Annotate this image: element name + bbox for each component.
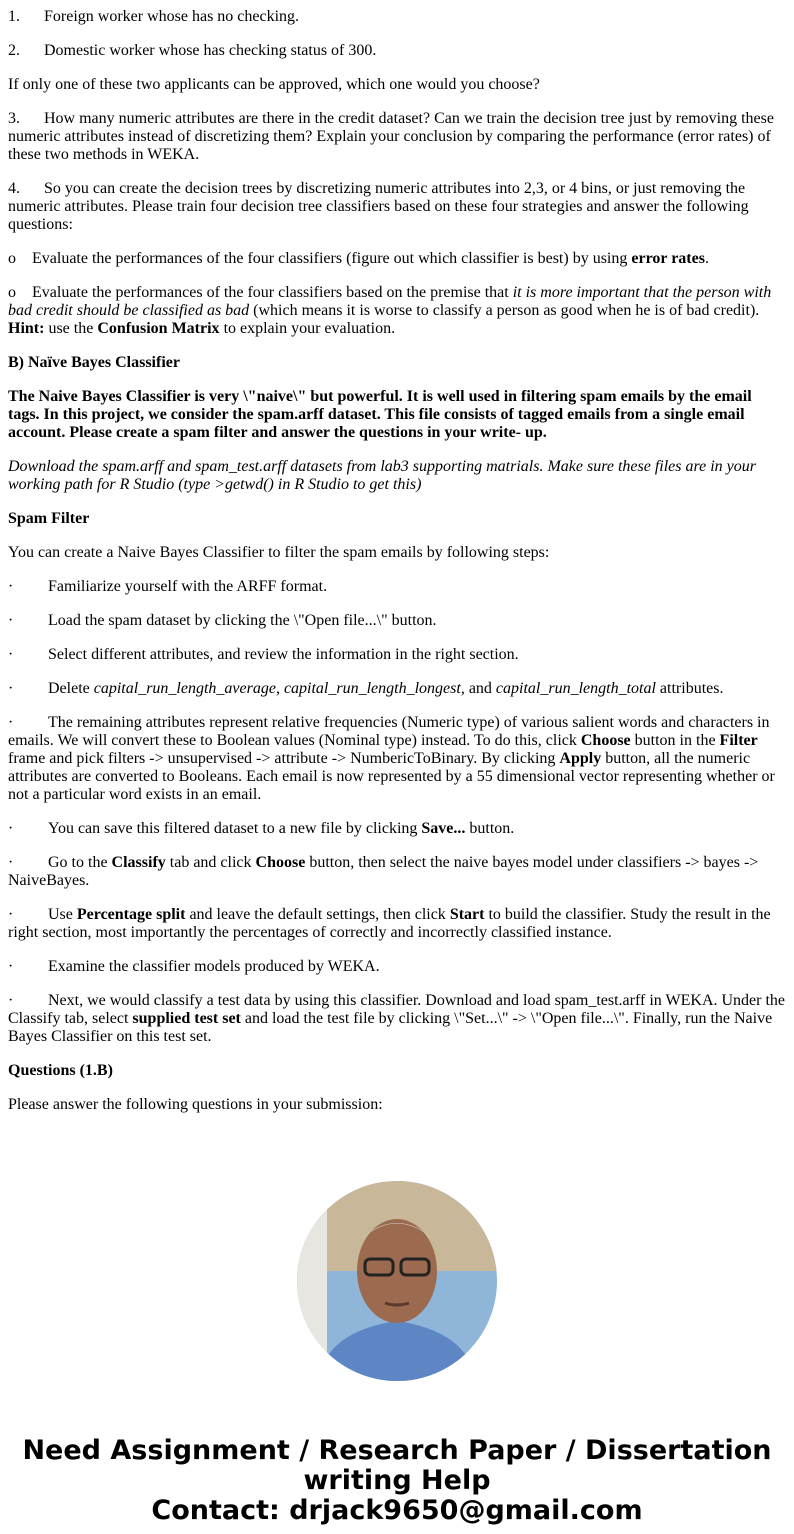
text-segment: Choose [580,732,631,749]
text-segment: capital_run_length_total [495,680,656,697]
paragraph [8,180,786,234]
paragraph [8,1062,786,1080]
text-segment: B) Naïve Bayes Classifier [8,354,180,371]
text-segment: use the [44,320,98,337]
text-segment: Percentage split [76,906,186,923]
text-segment: error rates [631,250,705,267]
text-segment: Go to the [48,854,112,871]
text-segment: So you can create the decision trees by discretizing numeric attributes into 2,3, or 4 bins, or just removing the numeric attributes. Please train four decision tree classifiers based on these four strategies and answer the following questions: [8,180,749,233]
paragraph [8,680,786,698]
list-marker: · [8,646,14,663]
list-marker: · [8,578,14,595]
paragraph [8,8,786,26]
text-segment: Evaluate the performances of the four classifiers (figure out which classifier is best) by using [32,250,632,267]
text-segment: You can save this filtered dataset to a new file by clicking [48,820,422,837]
paragraph [8,612,786,630]
text-segment: Choose [255,854,306,871]
text-segment: Evaluate the performances of the four classifiers based on the premise that [32,284,513,301]
text-segment: Questions (1.B) [8,1062,113,1079]
text-segment: button, then select the naive bayes model under classifiers -> bayes -> NaiveBayes. [8,854,759,889]
list-marker: · [8,854,14,871]
text-segment: capital_run_length_longest [283,680,461,697]
paragraph [8,854,786,890]
text-segment: Use [48,906,77,923]
paragraph [8,250,786,268]
paragraph [8,76,786,94]
text-segment: to explain your evaluation. [219,320,396,337]
list-marker: · [8,906,14,923]
text-segment: , and [460,680,496,697]
list-marker: o [8,250,16,267]
list-marker: · [8,958,14,975]
text-segment: button, all the numeric attributes are converted to Booleans. Each email is now represented by a 55 dimensional vector representing whether or not a particular word exists in an email. [8,750,775,803]
document-body [8,8,786,1114]
footer-contact: Contact: drjack9650@gmail.com [151,1495,643,1526]
text-segment: Filter [719,732,758,749]
text-segment: Please answer the following questions in your submission: [8,1096,383,1113]
text-segment: Apply [559,750,602,767]
paragraph [8,458,786,494]
paragraph [8,714,786,804]
contact-footer [8,1436,786,1526]
paragraph [8,388,786,442]
text-segment: (which means it is worse to classify a person as good when he is of bad credit). [249,302,760,319]
text-segment: frame and pick filters -> unsupervised -> attribute -> NumbericToBinary. By clicking [8,750,560,767]
paragraph [8,646,786,664]
text-segment: If only one of these two applicants can be approved, which one would you choose? [8,76,540,93]
list-marker: · [8,820,14,837]
list-marker: 2. [8,42,20,59]
author-photo-container [8,1181,786,1386]
text-segment: , [275,680,284,697]
paragraph [8,578,786,596]
list-marker: 3. [8,110,20,127]
text-segment: Hint: [8,320,45,337]
text-segment: Familiarize yourself with the ARFF format. [48,578,328,595]
footer-headline: Need Assignment / Research Paper / Dissertation writing Help [22,1435,772,1496]
author-photo [297,1181,497,1381]
text-segment: Delete [48,680,94,697]
text-segment: Classify [111,854,166,871]
paragraph [8,510,786,528]
text-segment: attributes. [655,680,724,697]
text-segment: Load the spam dataset by clicking the \"Open file...\" button. [48,612,437,629]
text-segment: Next, we would classify a test data by using this classifier. Download and load spam_test.arff in WEKA. Under the Classify tab, select [8,992,786,1027]
list-marker: · [8,992,14,1009]
text-segment: Spam Filter [8,510,90,527]
paragraph [8,958,786,976]
text-segment: and leave the default settings, then click [185,906,450,923]
list-marker: 4. [8,180,20,197]
paragraph [8,284,786,338]
text-segment: supplied test set [132,1010,241,1027]
list-marker: · [8,612,14,629]
paragraph [8,42,786,60]
list-marker: · [8,714,14,731]
paragraph [8,110,786,164]
text-segment: Start [449,906,485,923]
paragraph [8,544,786,562]
list-marker: 1. [8,8,20,25]
text-segment: . [704,250,709,267]
text-segment: to build the classifier. Study the result in the right section, most importantly the percentages of correctly and incorrectly classified instance. [8,906,771,941]
text-segment: Select different attributes, and review the information in the right section. [48,646,519,663]
text-segment: Download the spam.arff and spam_test.arff datasets from lab3 supporting matrials. Make sure these files are in your working path for R Studio (type >getwd() in R Studio to get this) [8,458,756,493]
text-segment: capital_run_length_average [93,680,276,697]
paragraph [8,992,786,1046]
text-segment: Examine the classifier models produced by WEKA. [48,958,380,975]
text-segment: How many numeric attributes are there in the credit dataset? Can we train the decision tree just by removing these numeric attributes instead of discretizing them? Explain your conclusion by comparing the performance (error rates) of these two methods in WEKA. [8,110,774,163]
text-segment: tab and click [165,854,256,871]
text-segment: button in the [630,732,720,749]
text-segment: Confusion Matrix [97,320,220,337]
text-segment: You can create a Naive Bayes Classifier to filter the spam emails by following steps: [8,544,550,561]
paragraph [8,1096,786,1114]
text-segment: The Naive Bayes Classifier is very \"naive\" but powerful. It is well used in filtering spam emails by the email tags. In this project, we consider the spam.arff dataset. This file consists of tagged emails from a single email account. Please create a spam filter and answer the questions in your write- up. [8,388,752,441]
text-segment: it is more important that the person with bad credit should be classified as bad [8,284,772,319]
text-segment: The remaining attributes represent relative frequencies (Numeric type) of various salient words and characters in emails. We will convert these to Boolean values (Nominal type) instead. To do this, click [8,714,770,749]
paragraph [8,906,786,942]
paragraph [8,820,786,838]
text-segment: button. [465,820,515,837]
text-segment: Save... [421,820,466,837]
text-segment: Domestic worker whose has checking status of 300. [44,42,377,59]
text-segment: Foreign worker whose has no checking. [44,8,300,25]
list-marker: o [8,284,16,301]
text-segment: and load the test file by clicking \"Set...\" -> \"Open file...\". Finally, run the Naive Bayes Classifier on this test set. [8,1010,773,1045]
paragraph [8,354,786,372]
list-marker: · [8,680,14,697]
